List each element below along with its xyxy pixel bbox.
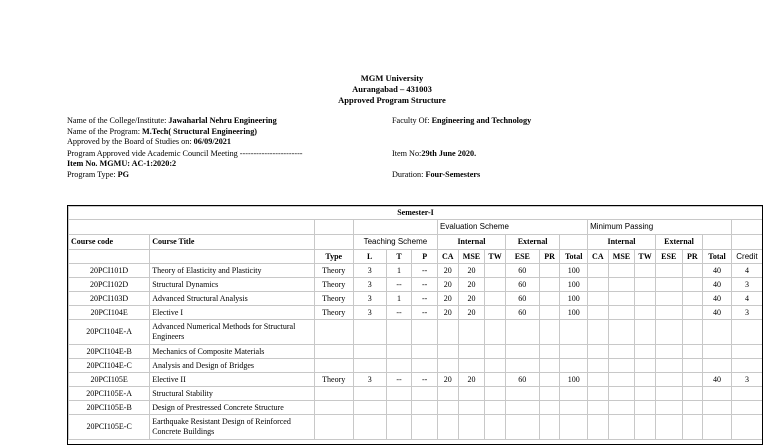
cell-tw: [485, 373, 506, 387]
university-name: MGM University: [360, 73, 424, 83]
cell-mse: [458, 401, 485, 415]
cell-mca: [588, 292, 609, 306]
cell-ca: [438, 320, 459, 345]
cell-credit: [731, 415, 762, 440]
tw-header: TW: [485, 250, 506, 264]
cell-pr: [539, 415, 560, 440]
external-header: External: [505, 235, 559, 250]
cell-type: Theory: [314, 278, 353, 292]
cell-credit: [731, 345, 762, 359]
cell-mca: [588, 320, 609, 345]
cell-ese: [505, 345, 539, 359]
cell-ese: 60: [505, 264, 539, 278]
program-label: Name of the Program:: [67, 127, 140, 136]
cell-code: 20PCI105E: [69, 373, 150, 387]
cell-l: [353, 415, 386, 440]
course-code-header: Course code: [69, 235, 150, 250]
credit-header: Credit: [731, 250, 762, 264]
table-row: [69, 264, 763, 278]
semester-title: Semester-I: [69, 207, 763, 220]
cell-l: 3: [353, 373, 386, 387]
cell-mpr: [682, 373, 703, 387]
cell-mse: [458, 387, 485, 401]
cell-pr: [539, 359, 560, 373]
duration-label: Duration:: [392, 170, 424, 179]
cell-mtw: [635, 306, 656, 320]
item-value: 29th June 2020.: [421, 149, 477, 158]
cell-mtw: [635, 401, 656, 415]
cell-mca: [588, 306, 609, 320]
cell-title: Elective II: [150, 373, 314, 387]
cell-l: [353, 345, 386, 359]
cell-mtw: [635, 373, 656, 387]
cell-t: [386, 320, 412, 345]
cell-credit: 4: [731, 292, 762, 306]
cell-mmse: [608, 292, 635, 306]
bos-value: 06/09/2021: [193, 137, 231, 146]
cell-ca: [438, 359, 459, 373]
cell-mca: [588, 415, 609, 440]
cell-mca: [588, 278, 609, 292]
cell-type: [314, 387, 353, 401]
cell-mtotal: [703, 401, 732, 415]
cell-mtotal: 40: [703, 292, 732, 306]
min-total-header: Total: [703, 250, 732, 264]
cell-code: 20PCI104E-C: [69, 359, 150, 373]
cell-mese: [655, 345, 682, 359]
cell-total: 100: [560, 373, 588, 387]
cell-t: [386, 345, 412, 359]
min-pr-header: PR: [682, 250, 703, 264]
cell-title: Mechanics of Composite Materials: [150, 345, 314, 359]
cell-mca: [588, 264, 609, 278]
cell-mese: [655, 320, 682, 345]
cell-pr: [539, 278, 560, 292]
t-header: T: [386, 250, 412, 264]
table-row: [69, 415, 763, 440]
cell-ca: [438, 415, 459, 440]
cell-code: 20PCI102D: [69, 278, 150, 292]
table-row: [69, 320, 763, 345]
cell-l: 3: [353, 292, 386, 306]
cell-mmse: [608, 306, 635, 320]
type-value: PG: [117, 170, 130, 179]
cell-tw: [485, 320, 506, 345]
l-header: L: [353, 250, 386, 264]
cell-mpr: [682, 415, 703, 440]
program-structure-table: [68, 206, 763, 440]
item-no-mgmu: Item No. MGMU: AC-1:2020:2: [67, 159, 177, 168]
cell-mpr: [682, 292, 703, 306]
cell-mtw: [635, 278, 656, 292]
cell-title: Structural Stability: [150, 387, 314, 401]
cell-mca: [588, 373, 609, 387]
college-label: Name of the College/Institute:: [67, 116, 167, 125]
cell-total: [560, 415, 588, 440]
table-row: [69, 373, 763, 387]
min-internal-header: Internal: [588, 235, 656, 250]
cell-l: 3: [353, 264, 386, 278]
cell-type: [314, 320, 353, 345]
cell-tw: [485, 278, 506, 292]
cell-tw: [485, 401, 506, 415]
cell-total: 100: [560, 278, 588, 292]
cell-mse: [458, 345, 485, 359]
cell-total: [560, 345, 588, 359]
cell-mse: [458, 359, 485, 373]
cell-l: [353, 359, 386, 373]
cell-mtotal: [703, 320, 732, 345]
cell-mse: 20: [458, 306, 485, 320]
bos-line: [67, 137, 231, 146]
university-address: Aurangabad – 431003: [352, 84, 432, 94]
council-line: Program Approved vide Academic Council Meeting -----------------------: [67, 149, 303, 158]
cell-p: --: [412, 278, 438, 292]
min-tw-header: TW: [635, 250, 656, 264]
cell-mpr: [682, 387, 703, 401]
cell-t: 1: [386, 264, 412, 278]
evaluation-scheme-header: Evaluation Scheme: [438, 220, 588, 235]
cell-credit: 3: [731, 373, 762, 387]
internal-header: Internal: [438, 235, 506, 250]
cell-mtw: [635, 345, 656, 359]
table-row: [69, 359, 763, 373]
cell-mtw: [635, 320, 656, 345]
cell-mtotal: 40: [703, 264, 732, 278]
cell-p: [412, 359, 438, 373]
cell-p: [412, 320, 438, 345]
cell-p: --: [412, 373, 438, 387]
cell-title: Analysis and Design of Bridges: [150, 359, 314, 373]
cell-pr: [539, 373, 560, 387]
cell-ese: 60: [505, 292, 539, 306]
cell-tw: [485, 306, 506, 320]
cell-p: --: [412, 306, 438, 320]
cell-p: --: [412, 292, 438, 306]
bos-label: Approved by the Board of Studies on:: [67, 137, 192, 146]
cell-mese: [655, 387, 682, 401]
cell-mmse: [608, 401, 635, 415]
course-title-header: Course Title: [150, 235, 314, 250]
cell-pr: [539, 264, 560, 278]
cell-tw: [485, 264, 506, 278]
cell-t: [386, 401, 412, 415]
cell-pr: [539, 401, 560, 415]
college-value: Jawaharlal Nehru Engineering: [168, 116, 277, 125]
p-header: P: [412, 250, 438, 264]
cell-type: [314, 345, 353, 359]
cell-ese: 60: [505, 373, 539, 387]
cell-type: [314, 401, 353, 415]
cell-p: [412, 415, 438, 440]
cell-mmse: [608, 264, 635, 278]
type-line: [67, 170, 129, 179]
cell-mpr: [682, 345, 703, 359]
cell-title: Advanced Structural Analysis: [150, 292, 314, 306]
cell-title: Design of Prestressed Concrete Structure: [150, 401, 314, 415]
cell-l: [353, 401, 386, 415]
cell-code: 20PCI104E-A: [69, 320, 150, 345]
teaching-scheme-header: Teaching Scheme: [353, 235, 437, 250]
cell-total: 100: [560, 292, 588, 306]
cell-mese: [655, 415, 682, 440]
min-ese-header: ESE: [655, 250, 682, 264]
type-header: Type: [314, 250, 353, 264]
cell-credit: [731, 359, 762, 373]
cell-ca: 20: [438, 373, 459, 387]
college-line: [67, 116, 277, 125]
cell-mtotal: 40: [703, 373, 732, 387]
table-row: [69, 278, 763, 292]
cell-ca: [438, 401, 459, 415]
cell-mpr: [682, 306, 703, 320]
cell-total: [560, 359, 588, 373]
min-mse-header: MSE: [608, 250, 635, 264]
cell-credit: [731, 320, 762, 345]
cell-mese: [655, 359, 682, 373]
table-row: [69, 306, 763, 320]
cell-tw: [485, 359, 506, 373]
item-line: [392, 149, 476, 158]
cell-total: 100: [560, 264, 588, 278]
cell-type: [314, 415, 353, 440]
cell-mtotal: [703, 359, 732, 373]
cell-ese: [505, 387, 539, 401]
cell-ese: 60: [505, 278, 539, 292]
cell-credit: 4: [731, 264, 762, 278]
cell-mpr: [682, 359, 703, 373]
cell-ese: [505, 359, 539, 373]
cell-l: 3: [353, 306, 386, 320]
ese-header: ESE: [505, 250, 539, 264]
faculty-label: Faculty Of:: [392, 116, 430, 125]
cell-mse: 20: [458, 373, 485, 387]
cell-t: [386, 415, 412, 440]
cell-ca: 20: [438, 278, 459, 292]
cell-t: --: [386, 373, 412, 387]
cell-total: [560, 320, 588, 345]
cell-t: 1: [386, 292, 412, 306]
cell-title: Advanced Numerical Methods for Structural Engineers: [150, 320, 314, 345]
cell-total: [560, 387, 588, 401]
cell-mtotal: 40: [703, 306, 732, 320]
cell-title: Elective I: [150, 306, 314, 320]
cell-mese: [655, 306, 682, 320]
item-label: Item No:: [392, 149, 422, 158]
cell-t: --: [386, 306, 412, 320]
cell-ca: [438, 387, 459, 401]
table-row: [69, 345, 763, 359]
cell-ca: 20: [438, 306, 459, 320]
program-value: M.Tech( Structural Engineering): [142, 127, 258, 136]
cell-mca: [588, 359, 609, 373]
cell-credit: 3: [731, 278, 762, 292]
ca-header: CA: [438, 250, 459, 264]
cell-mpr: [682, 264, 703, 278]
cell-t: --: [386, 278, 412, 292]
cell-mese: [655, 292, 682, 306]
cell-p: [412, 345, 438, 359]
cell-code: 20PCI105E-C: [69, 415, 150, 440]
cell-mse: 20: [458, 278, 485, 292]
cell-l: [353, 387, 386, 401]
cell-mese: [655, 401, 682, 415]
cell-mca: [588, 401, 609, 415]
cell-mpr: [682, 401, 703, 415]
cell-p: [412, 401, 438, 415]
cell-credit: [731, 401, 762, 415]
duration-line: [392, 170, 480, 179]
cell-mmse: [608, 359, 635, 373]
cell-mmse: [608, 373, 635, 387]
pr-header: PR: [539, 250, 560, 264]
cell-mmse: [608, 278, 635, 292]
cell-ca: 20: [438, 292, 459, 306]
type-label: Program Type:: [67, 170, 116, 179]
total-header: Total: [560, 250, 588, 264]
cell-total: [560, 401, 588, 415]
cell-mmse: [608, 415, 635, 440]
cell-mmse: [608, 320, 635, 345]
cell-mpr: [682, 278, 703, 292]
cell-ca: 20: [438, 264, 459, 278]
cell-mtw: [635, 359, 656, 373]
min-external-header: External: [655, 235, 702, 250]
cell-mse: [458, 320, 485, 345]
cell-pr: [539, 387, 560, 401]
cell-type: [314, 359, 353, 373]
cell-type: Theory: [314, 373, 353, 387]
cell-code: 20PCI103D: [69, 292, 150, 306]
min-ca-header: CA: [588, 250, 609, 264]
cell-total: 100: [560, 306, 588, 320]
cell-tw: [485, 415, 506, 440]
cell-code: 20PCI104E-B: [69, 345, 150, 359]
cell-mtotal: [703, 345, 732, 359]
cell-ese: [505, 401, 539, 415]
cell-t: [386, 359, 412, 373]
cell-code: 20PCI104E: [69, 306, 150, 320]
cell-mmse: [608, 345, 635, 359]
cell-code: 20PCI105E-B: [69, 401, 150, 415]
cell-p: --: [412, 264, 438, 278]
cell-p: [412, 387, 438, 401]
cell-mtw: [635, 415, 656, 440]
minimum-passing-header: Minimum Passing: [588, 220, 732, 235]
cell-mtotal: 40: [703, 278, 732, 292]
duration-value: Four-Semesters: [425, 170, 481, 179]
cell-ca: [438, 345, 459, 359]
cell-mpr: [682, 320, 703, 345]
cell-mtw: [635, 264, 656, 278]
cell-mca: [588, 387, 609, 401]
cell-pr: [539, 320, 560, 345]
cell-mmse: [608, 387, 635, 401]
cell-code: 20PCI101D: [69, 264, 150, 278]
cell-mtw: [635, 387, 656, 401]
cell-mtotal: [703, 387, 732, 401]
cell-mse: 20: [458, 264, 485, 278]
cell-mese: [655, 264, 682, 278]
cell-title: Theory of Elasticity and Plasticity: [150, 264, 314, 278]
cell-mtw: [635, 292, 656, 306]
cell-l: 3: [353, 278, 386, 292]
cell-pr: [539, 292, 560, 306]
cell-mese: [655, 373, 682, 387]
cell-tw: [485, 292, 506, 306]
mse-header: MSE: [458, 250, 485, 264]
cell-type: Theory: [314, 264, 353, 278]
faculty-value: Engineering and Technology: [431, 116, 532, 125]
cell-pr: [539, 345, 560, 359]
cell-mse: [458, 415, 485, 440]
cell-code: 20PCI105E-A: [69, 387, 150, 401]
cell-mse: 20: [458, 292, 485, 306]
cell-type: Theory: [314, 306, 353, 320]
cell-type: Theory: [314, 292, 353, 306]
cell-credit: 3: [731, 306, 762, 320]
cell-mca: [588, 345, 609, 359]
table-row: [69, 292, 763, 306]
faculty-line: [392, 116, 531, 125]
cell-mtotal: [703, 415, 732, 440]
table-row: [69, 401, 763, 415]
cell-ese: [505, 415, 539, 440]
cell-mese: [655, 278, 682, 292]
table-row: [69, 387, 763, 401]
cell-ese: [505, 320, 539, 345]
cell-tw: [485, 345, 506, 359]
cell-title: Earthquake Resistant Design of Reinforced Concrete Buildings: [150, 415, 314, 440]
program-line: [67, 127, 257, 136]
cell-title: Structural Dynamics: [150, 278, 314, 292]
cell-l: [353, 320, 386, 345]
cell-pr: [539, 306, 560, 320]
cell-tw: [485, 387, 506, 401]
cell-credit: [731, 387, 762, 401]
cell-t: [386, 387, 412, 401]
structure-title: Approved Program Structure: [338, 95, 446, 105]
cell-ese: 60: [505, 306, 539, 320]
